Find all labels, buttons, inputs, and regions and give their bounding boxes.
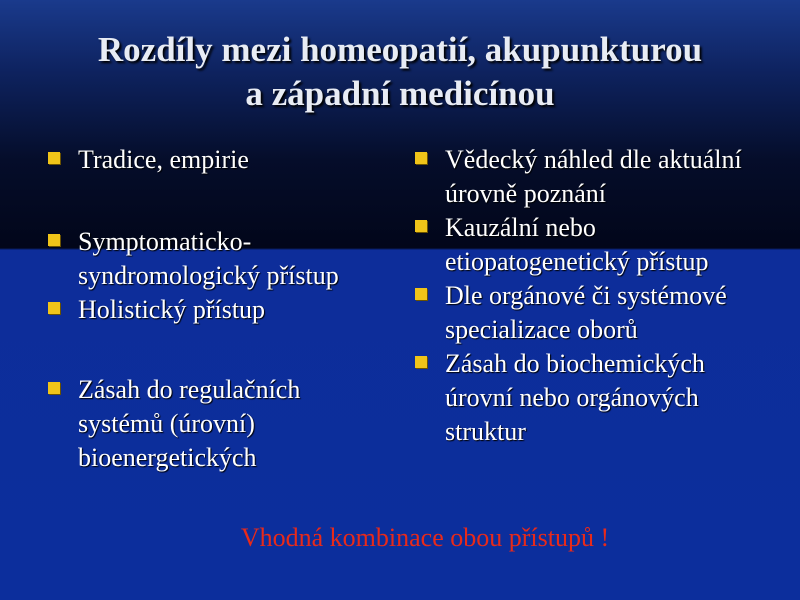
square-bullet-icon	[415, 356, 427, 368]
list-item-text: Symptomaticko-syndromologický přístup	[78, 227, 339, 290]
right-bullet-list	[415, 143, 765, 449]
square-bullet-icon	[48, 152, 60, 164]
list-item	[48, 143, 378, 177]
list-item-text: Dle orgánové či systémové specializace oborů	[445, 281, 727, 344]
list-item	[415, 211, 765, 279]
list-item	[48, 293, 378, 327]
list-item-text: Zásah do biochemických úrovní nebo orgánových struktur	[445, 349, 705, 446]
list-item	[415, 347, 765, 449]
list-item-text: Holistický přístup	[78, 295, 266, 324]
square-bullet-icon	[415, 220, 427, 232]
list-item	[48, 373, 378, 475]
footer-note: Vhodná kombinace obou přístupů !	[240, 523, 610, 552]
list-item-text: Zásah do regulačních systémů (úrovní) bioenergetických	[78, 375, 301, 472]
square-bullet-icon	[48, 302, 60, 314]
title-line-1: Rozdíly mezi homeopatií, akupunkturou	[97, 30, 703, 69]
list-item	[48, 225, 378, 293]
list-item	[415, 143, 765, 211]
list-item	[415, 279, 765, 347]
list-item-text: Vědecký náhled dle aktuální úrovně poznání	[445, 145, 742, 208]
list-item-text: Kauzální nebo etiopatogenetický přístup	[445, 213, 709, 276]
square-bullet-icon	[48, 382, 60, 394]
title-line-2: a západní medicínou	[245, 74, 555, 113]
left-bullet-list	[48, 143, 378, 475]
square-bullet-icon	[415, 288, 427, 300]
square-bullet-icon	[48, 234, 60, 246]
slide-title	[20, 28, 780, 116]
list-item-text: Tradice, empirie	[78, 145, 249, 174]
square-bullet-icon	[415, 152, 427, 164]
